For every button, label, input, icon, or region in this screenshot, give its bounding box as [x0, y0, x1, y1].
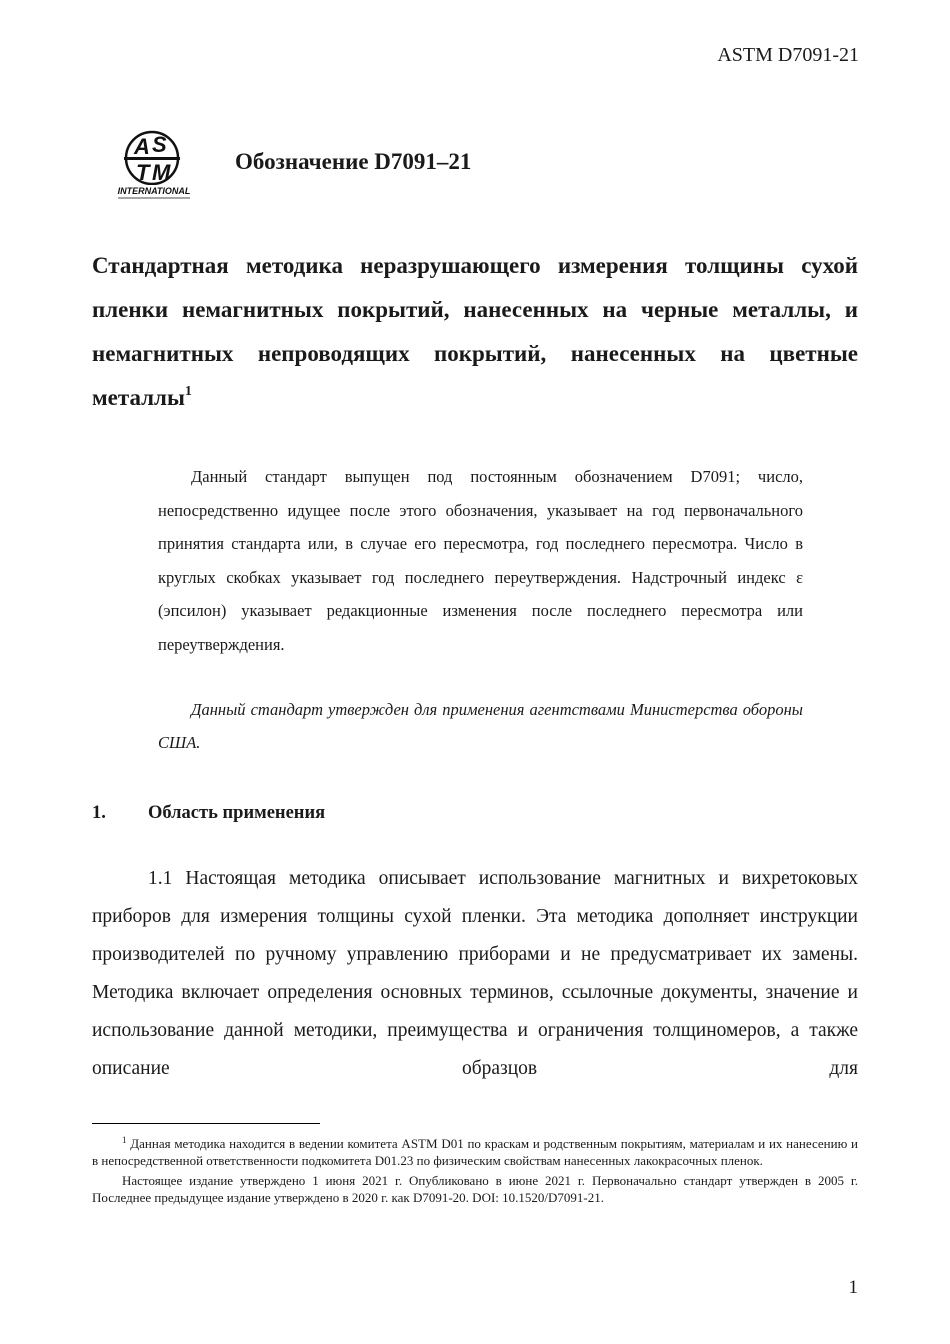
svg-text:M: M — [152, 160, 171, 185]
paragraph-number: 1.1 — [148, 868, 173, 889]
dod-approval-note: Данный стандарт утвержден для применения агентствами Министерства обороны США. — [158, 700, 803, 752]
paragraph-text: Настоящая методика описывает использование магнитных и вихретоковых приборов для измерения толщины сухой пленки. Эта методика дополняет инструкции производителей по ручному управлению приборами и не предусматривает их замены. Методика включает определения основных терминов, ссылочные документы, значение и использование данной методики, преимущества и ограничения толщиномеров, а также описание образцов для — [92, 868, 858, 1079]
intro-paragraph: Данный стандарт выпущен под постоянным обозначением D7091; число, непосредственно идущее после этого обозначения, указывает на год первоначального принятия стандарта или, в случае его пересмотра, год последнего пересмотра. Число в круглых скобках указывает год последнего переутверждения. Надстрочный индекс ε (эпсилон) указывает редакционные изменения после последнего пересмотра или переутверждения. — [158, 467, 803, 654]
page-number: 1 — [848, 1277, 858, 1298]
astm-logo — [112, 128, 198, 200]
scope-paragraph — [92, 860, 858, 1088]
title-footnote-mark: 1 — [184, 384, 192, 399]
section-number: 1. — [92, 803, 106, 823]
header-document-code: ASTM D7091-21 — [717, 44, 859, 66]
svg-text:T: T — [136, 160, 150, 185]
footnote — [92, 1136, 858, 1210]
section-title: Область применения — [148, 803, 326, 823]
footnote-mark: 1 — [122, 1135, 127, 1145]
logo-wordmark: INTERNATIONAL — [117, 186, 191, 196]
svg-text:S: S — [152, 132, 167, 157]
footnote-separator — [92, 1123, 320, 1124]
document-title — [92, 244, 858, 420]
designation-heading: Обозначение D7091–21 — [235, 149, 472, 174]
footnote-text-2: Настоящее издание утверждено 1 июня 2021 г. Опубликовано в июне 2021 г. Первоначально стандарт утвержден в 2005 г. Последнее предыдущее издание утверждено в 2020 г. как D7091-20. DOI: 10.1520/D7091-21. — [92, 1173, 858, 1205]
footnote-text-1: $^1$ Данная методика находится в ведении комитета ASTM D01 по краскам и родственным покрытиям, материалам и их нанесению и в непосредственной ответственности подкомитета D01.23 по физическим свойствам нанесенных лакокрасочных пленок. — [92, 1135, 858, 1168]
document-title-text: Стандартная методика неразрушающего измерения толщины сухой пленки немагнитных покрытий, нанесенных на черные металлы, и немагнитных непроводящих покрытий, нанесенных на цветные металлы — [92, 253, 858, 410]
svg-text:A: A — [134, 134, 150, 159]
